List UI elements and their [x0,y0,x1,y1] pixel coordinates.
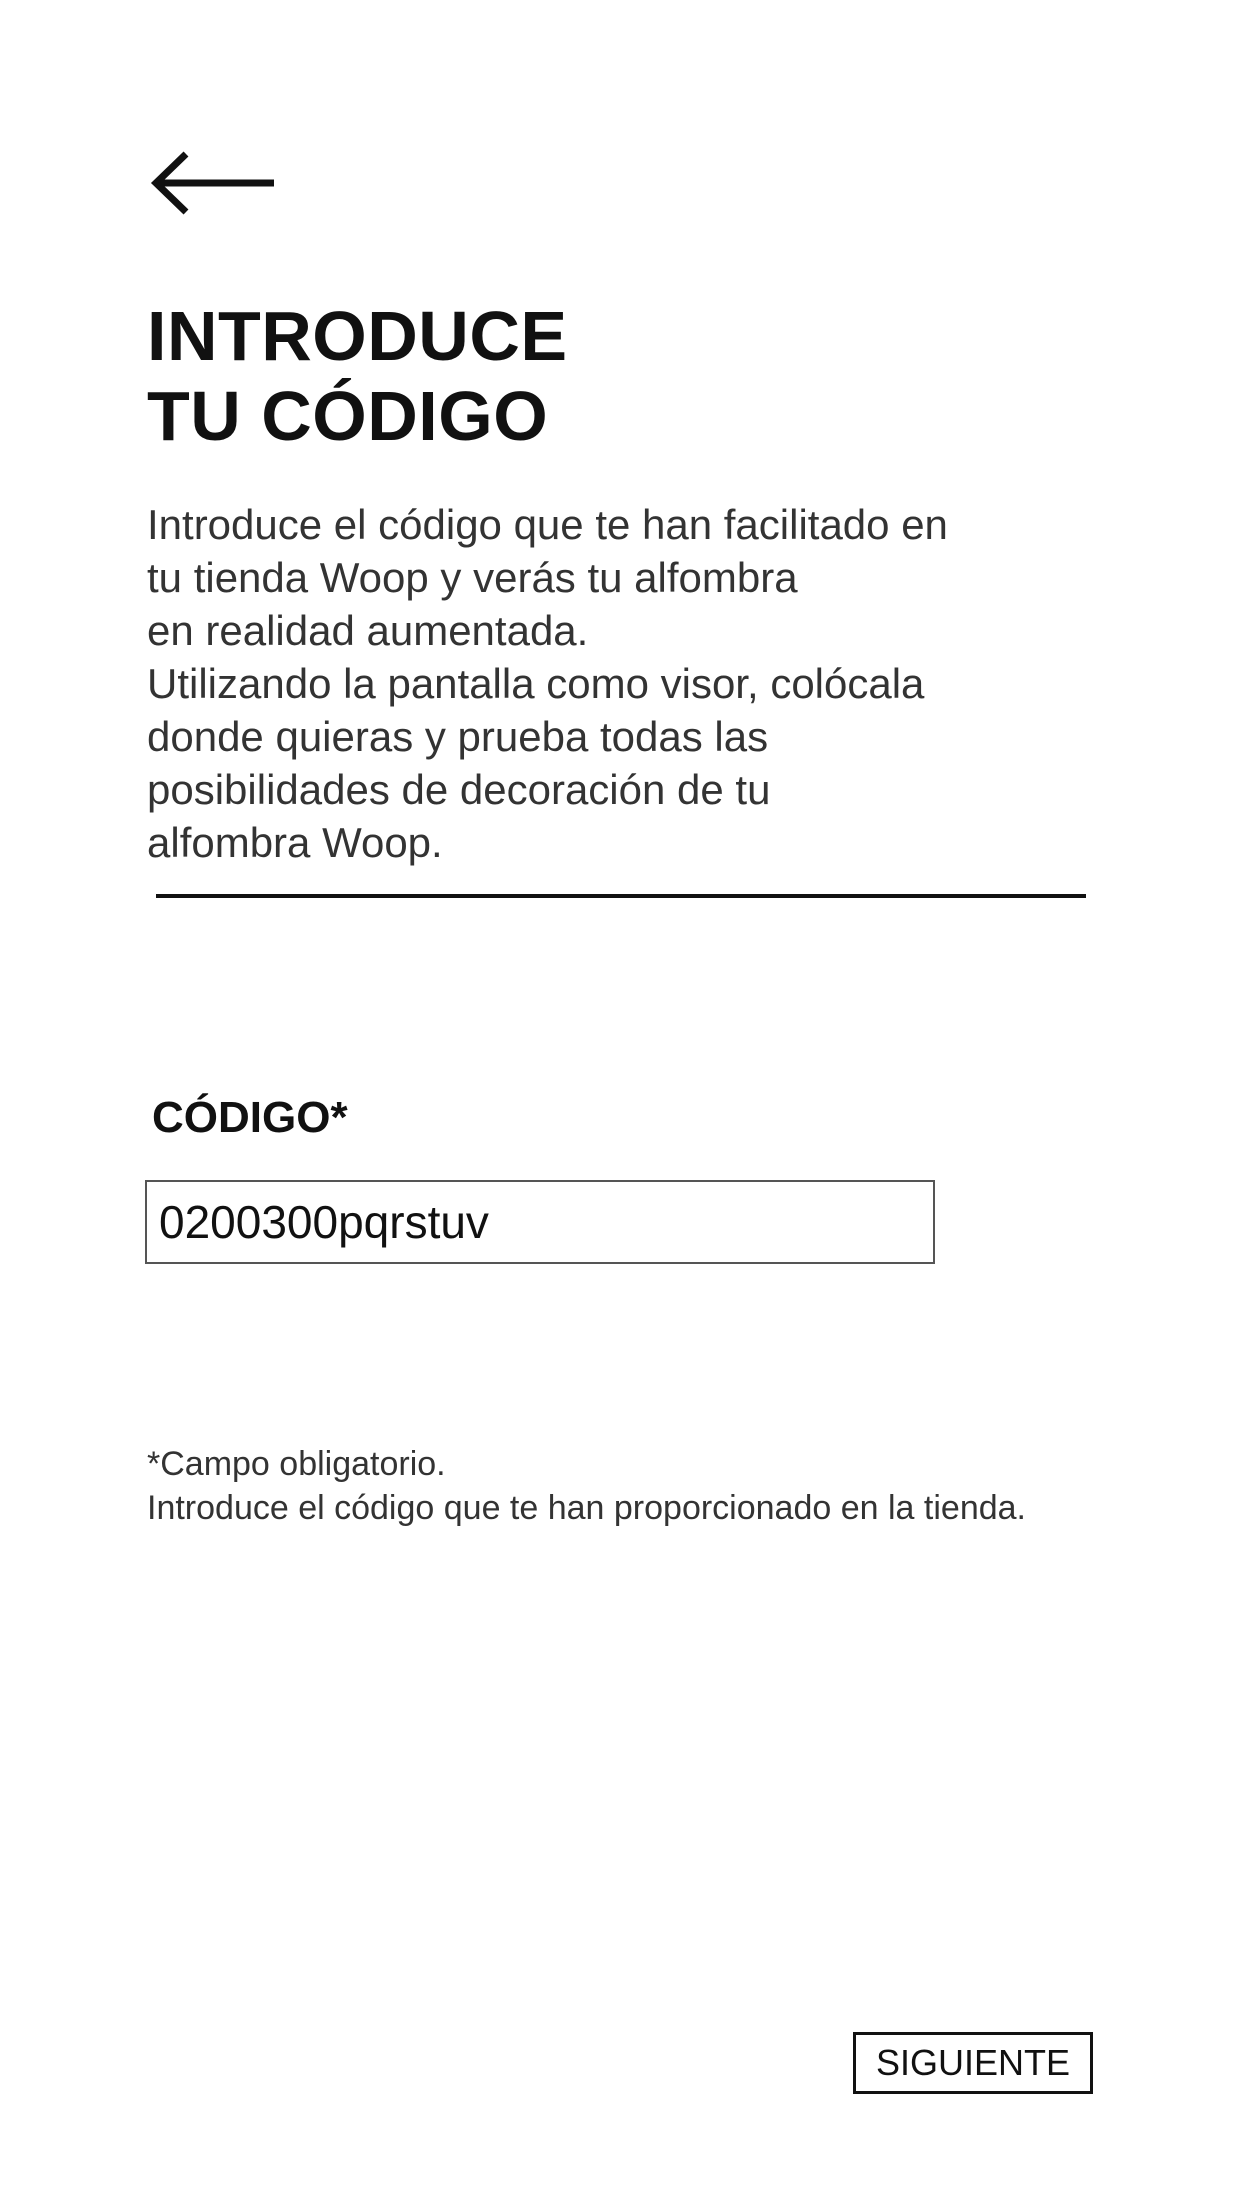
description-line: Utilizando la pantalla como visor, colócala [147,660,925,707]
description-line: en realidad aumentada. [147,607,589,654]
description-text [147,498,1107,869]
description-line: Introduce el código que te han facilitado en [147,501,948,548]
page-title-line-2: TU CÓDIGO [147,377,549,455]
back-button[interactable] [150,148,280,218]
code-input[interactable] [145,1180,935,1264]
section-divider [156,894,1086,898]
code-field-label: CÓDIGO* [152,1093,348,1142]
arrow-left-icon [150,148,280,218]
required-field-note: *Campo obligatorio. [147,1445,446,1483]
description-line: posibilidades de decoración de tu [147,766,771,813]
next-button[interactable]: SIGUIENTE [853,2032,1093,2094]
page-title [147,296,568,456]
description-line: donde quieras y prueba todas las [147,713,769,760]
page-title-line-1: INTRODUCE [147,297,568,375]
description-line: tu tienda Woop y verás tu alfombra [147,554,798,601]
code-hint-note: Introduce el código que te han proporcionado en la tienda. [147,1489,1026,1527]
description-line: alfombra Woop. [147,819,443,866]
footnote [147,1442,1026,1530]
